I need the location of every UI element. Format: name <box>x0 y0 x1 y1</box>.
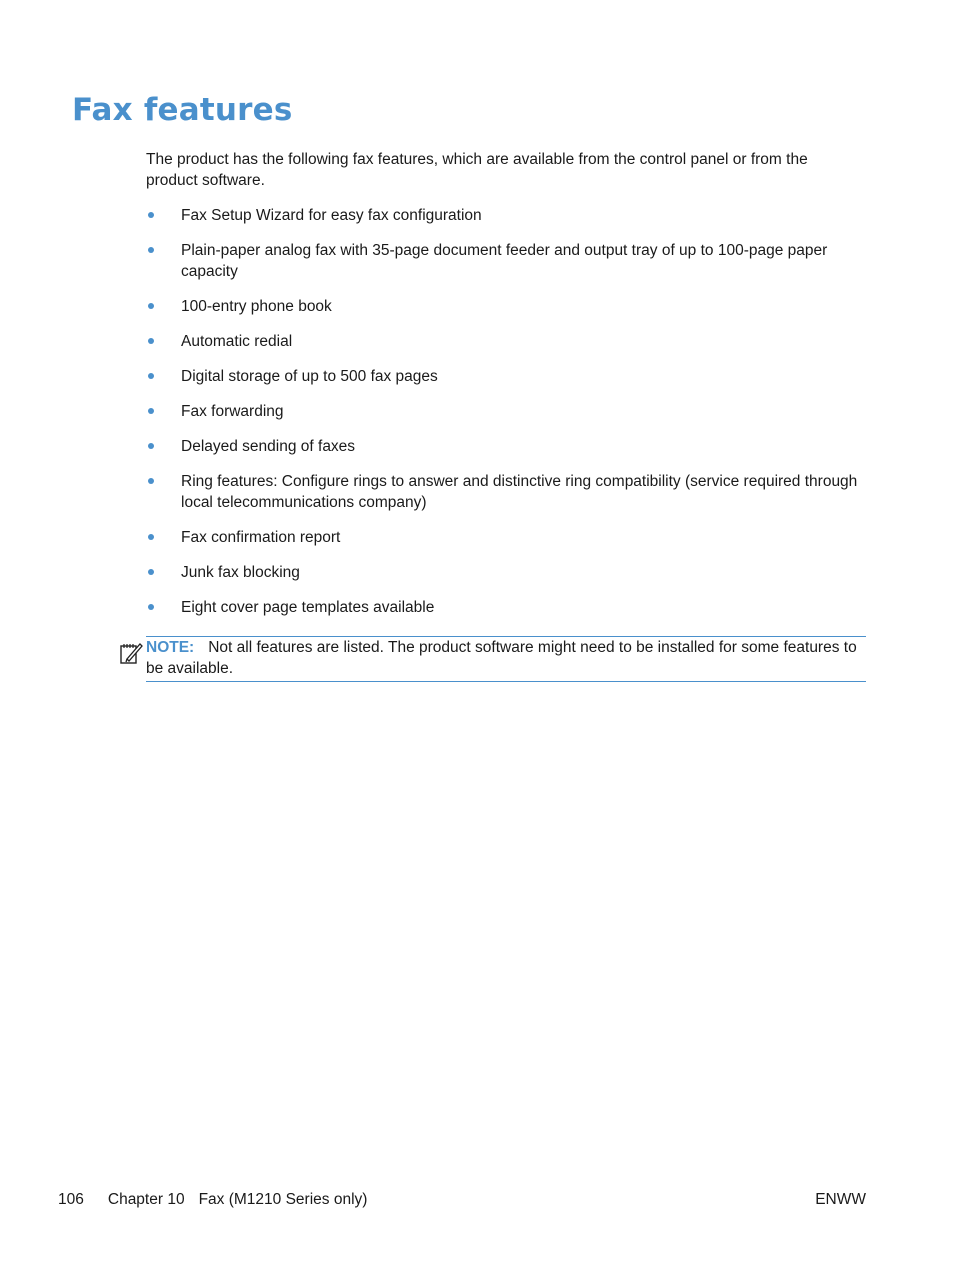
note-box <box>146 636 866 682</box>
bullet-icon <box>148 338 154 344</box>
bullet-icon <box>148 373 154 379</box>
list-item <box>146 296 866 317</box>
note-label: NOTE: <box>146 639 195 656</box>
list-item <box>146 562 866 583</box>
list-item-text: Ring features: Configure rings to answer and distinctive ring compatibility (service required through local telecommunications company) <box>181 473 858 511</box>
note-text: Not all features are listed. The product software might need to be installed for some features to be available. <box>146 639 857 677</box>
note-icon <box>119 641 143 665</box>
chapter-label: Chapter 10 <box>107 1191 185 1208</box>
list-item <box>146 436 866 457</box>
page-footer-right: ENWW <box>815 1191 866 1208</box>
page-footer-left <box>58 1189 391 1210</box>
bullet-icon <box>148 247 154 253</box>
list-item <box>146 331 866 352</box>
bullet-icon <box>148 478 154 484</box>
chapter-title: Fax (M1210 Series only) <box>198 1191 368 1208</box>
bullet-icon <box>148 604 154 610</box>
list-item <box>146 240 866 282</box>
bullet-icon <box>148 534 154 540</box>
list-item-text: Fax forwarding <box>181 403 284 420</box>
list-item <box>146 471 866 513</box>
list-item-text: Fax Setup Wizard for easy fax configuration <box>181 207 482 224</box>
list-item-text: Digital storage of up to 500 fax pages <box>181 368 438 385</box>
bullet-icon <box>148 408 154 414</box>
list-item-text: Plain-paper analog fax with 35-page document feeder and output tray of up to 100-page paper capacity <box>181 242 828 280</box>
list-item-text: Fax confirmation report <box>181 529 341 546</box>
list-item-text: Eight cover page templates available <box>181 599 435 616</box>
bullet-icon <box>148 569 154 575</box>
list-item-text: 100-entry phone book <box>181 298 332 315</box>
list-item <box>146 401 866 422</box>
intro-paragraph: The product has the following fax features, which are available from the control panel or from the product software. <box>146 151 808 189</box>
page-title: Fax features <box>72 92 293 128</box>
list-item-text: Delayed sending of faxes <box>181 438 356 455</box>
list-item-text: Junk fax blocking <box>181 564 300 581</box>
list-item <box>146 366 866 387</box>
list-item <box>146 527 866 548</box>
page-number: 106 <box>58 1191 84 1208</box>
bullet-icon <box>148 212 154 218</box>
bullet-icon <box>148 303 154 309</box>
bullet-icon <box>148 443 154 449</box>
feature-list <box>146 205 866 632</box>
list-item <box>146 597 866 618</box>
list-item-text: Automatic redial <box>181 333 293 350</box>
list-item <box>146 205 866 226</box>
